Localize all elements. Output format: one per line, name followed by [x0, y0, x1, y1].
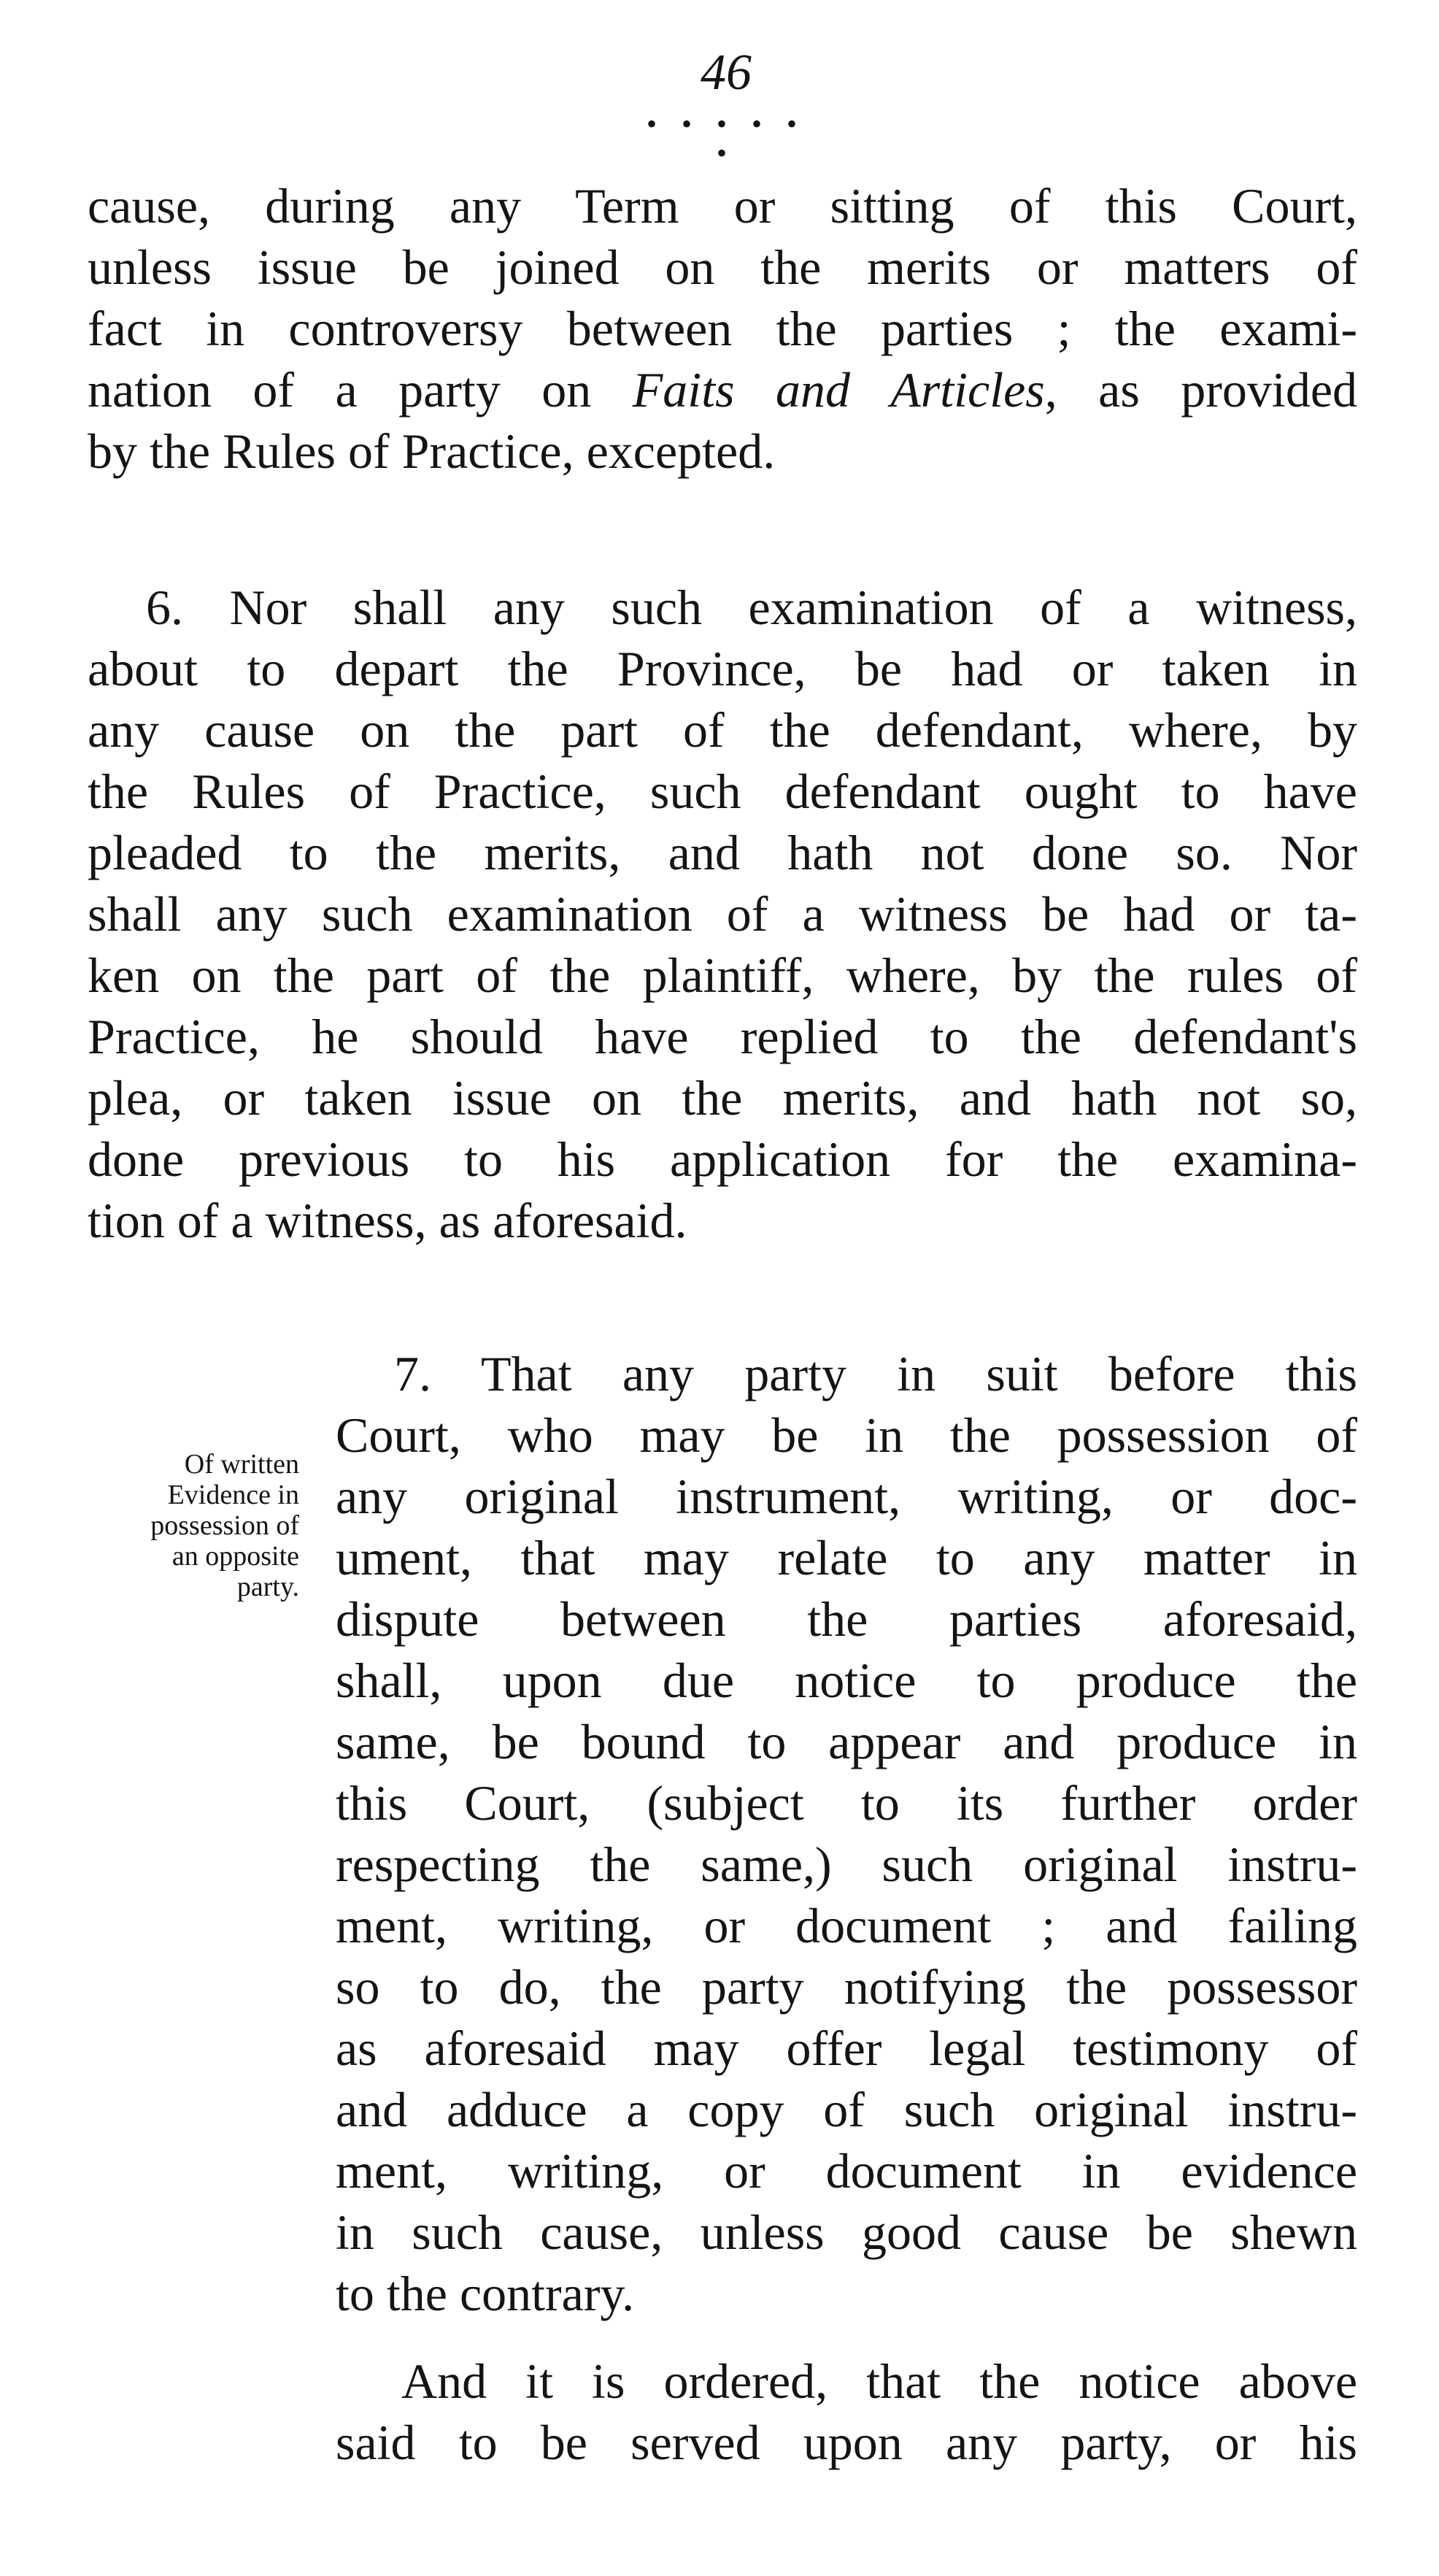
text-line: any original instrument, writing, or doc- — [336, 1469, 1357, 1524]
text-line: Court, who may be in the possession of — [336, 1407, 1357, 1463]
text-line: dispute between the parties aforesaid, — [336, 1591, 1357, 1647]
text-line: the Rules of Practice, such defendant ought to have — [88, 764, 1357, 819]
text-line: and adduce a copy of such original instru- — [336, 2082, 1357, 2137]
text-line: done previous to his application for the examina- — [88, 1131, 1357, 1187]
paragraph-7 — [336, 1343, 1357, 2324]
text-segment: nation of a party on — [88, 362, 633, 418]
text-line: by the Rules of Practice, excepted. — [88, 423, 776, 479]
margin-note-line: an opposite — [171, 1541, 299, 1572]
text-line: ken on the part of the plaintiff, where, by the rules of — [88, 947, 1357, 1003]
text-line: respecting the same,) such original instru- — [336, 1837, 1357, 1892]
text-line: ment, writing, or document in evidence — [336, 2143, 1357, 2199]
text-line: as aforesaid may offer legal testimony of — [336, 2021, 1357, 2076]
text-line: 7. That any party in suit before this — [394, 1346, 1357, 1402]
text-line: any cause on the part of the defendant, where, by — [88, 702, 1357, 758]
paragraph-order — [336, 2350, 1357, 2473]
text-line: in such cause, unless good cause be shewn — [336, 2204, 1357, 2260]
margin-note — [80, 1449, 299, 1602]
text-line: cause, during any Term or sitting of this Court, — [88, 178, 1357, 234]
paragraph-continuation — [88, 175, 1357, 482]
text-line: ment, writing, or document ; and failing — [336, 1898, 1357, 1953]
paragraph-6 — [88, 577, 1357, 1251]
text-line: to the contrary. — [336, 2266, 635, 2321]
text-line: same, be bound to appear and produce in — [336, 1714, 1357, 1769]
ornament-dots: • • • • • • — [646, 107, 806, 169]
text-line: pleaded to the merits, and hath not done so. Nor — [88, 825, 1357, 880]
text-line — [88, 359, 1357, 420]
text-line: Practice, he should have replied to the defendant's — [88, 1009, 1357, 1064]
margin-note-line: Of written — [184, 1449, 299, 1480]
margin-note-line: Evidence in — [167, 1480, 299, 1510]
text-line: shall, upon due notice to produce the — [336, 1653, 1357, 1708]
text-line: about to depart the Province, be had or taken in — [88, 641, 1357, 696]
margin-note-line: possession of — [150, 1510, 299, 1541]
text-segment: , as provided — [1044, 362, 1357, 418]
text-line: so to do, the party notifying the possessor — [336, 1959, 1357, 2015]
text-line: 6. Nor shall any such examination of a witness, — [146, 580, 1357, 635]
text-line: And it is ordered, that the notice above — [401, 2353, 1357, 2409]
text-line: unless issue be joined on the merits or matters of — [88, 239, 1357, 295]
text-line: ument, that may relate to any matter in — [336, 1530, 1357, 1585]
page-number: 46 — [701, 45, 752, 101]
text-line: said to be served upon any party, or his — [336, 2415, 1357, 2470]
italic-term: Faits and Articles — [632, 362, 1045, 418]
text-line: fact in controversy between the parties ; the exami- — [88, 301, 1357, 356]
text-line: plea, or taken issue on the merits, and hath not so, — [88, 1070, 1357, 1126]
text-line: shall any such examination of a witness be had or ta- — [88, 886, 1357, 942]
text-line: this Court, (subject to its further order — [336, 1775, 1357, 1831]
margin-note-line: party. — [236, 1572, 299, 1602]
text-line: tion of a witness, as aforesaid. — [88, 1193, 687, 1248]
